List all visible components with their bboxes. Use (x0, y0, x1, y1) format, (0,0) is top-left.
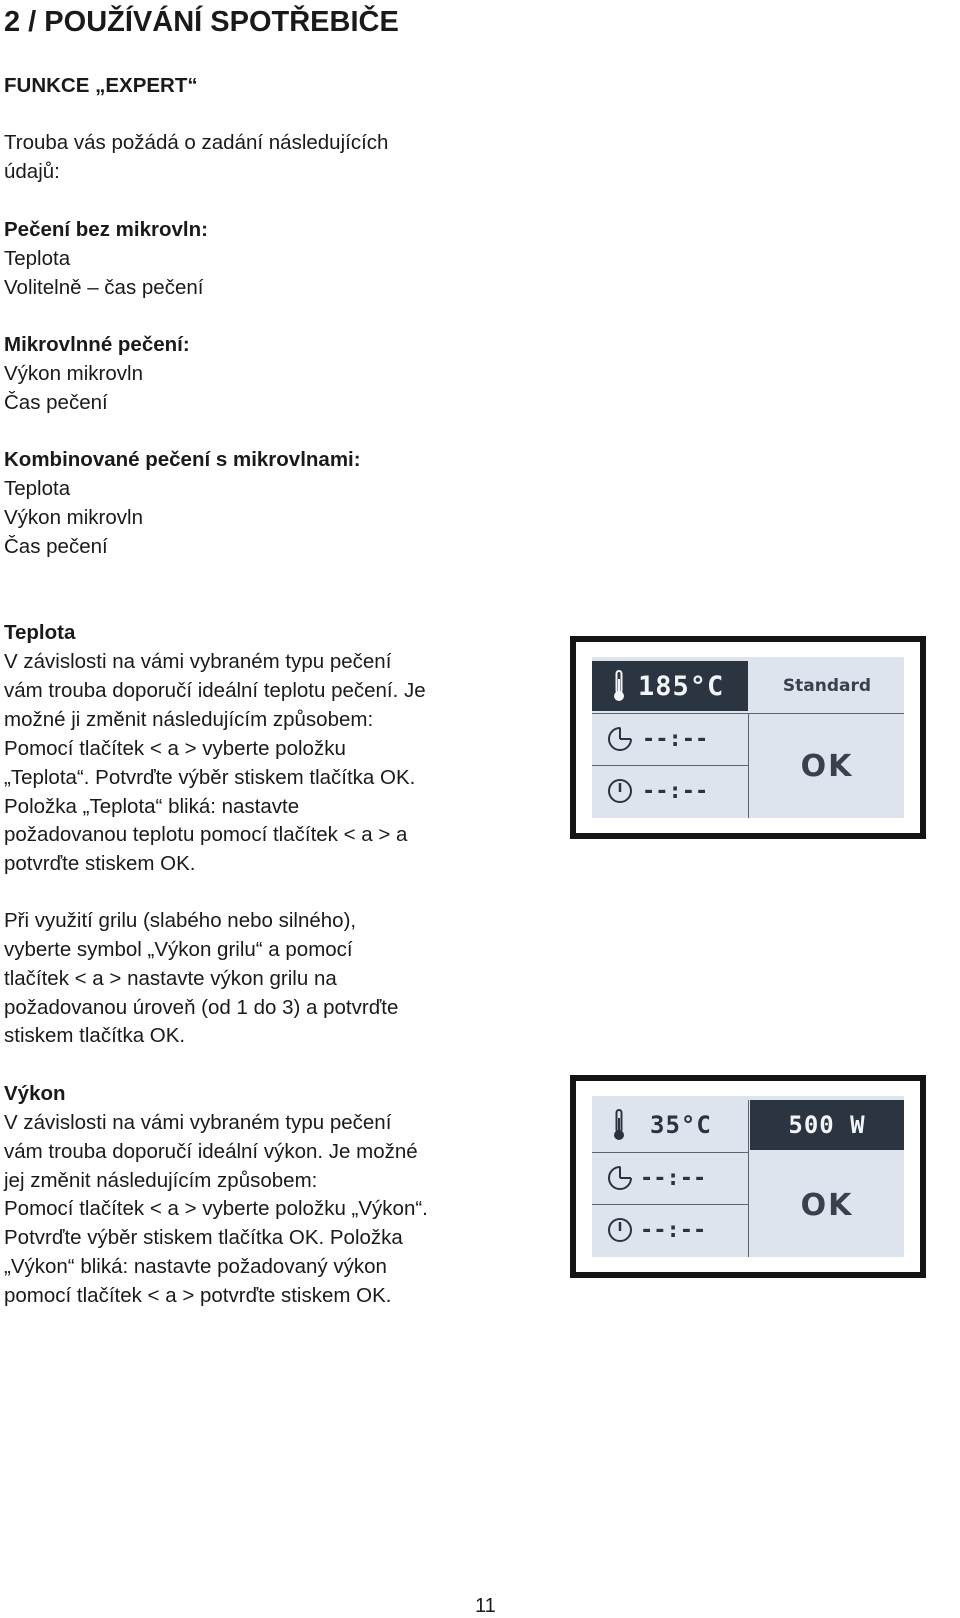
mode-cell (750, 661, 904, 711)
divider (748, 1100, 749, 1257)
clock-icon (606, 777, 634, 805)
temperature-value: 185°C (638, 670, 725, 702)
oven-display-temperature (570, 636, 926, 839)
mode-item: Volitelně – čas pečení (4, 276, 204, 299)
teplota-line: vám trouba doporučí ideální teplotu pečení. Je (4, 679, 426, 702)
ok-label: OK (800, 1187, 854, 1223)
oven-display-power (570, 1075, 926, 1278)
timer-icon (606, 725, 634, 753)
vykon-line: Potvrďte výběr stiskem tlačítka OK. Položka (4, 1226, 403, 1249)
intro-line: Trouba vás požádá o zadání následujících (4, 131, 389, 154)
thermometer-icon (612, 1108, 626, 1142)
mode-title: Mikrovlnné pečení: (4, 333, 190, 356)
divider (748, 713, 749, 818)
power-cell (750, 1100, 904, 1150)
timer-icon (606, 1164, 634, 1192)
temperature-cell (592, 1100, 748, 1150)
ok-cell (750, 714, 904, 818)
vykon-line: pomocí tlačítek < a > potvrďte stiskem OK. (4, 1284, 392, 1307)
mode-item: Teplota (4, 477, 71, 500)
mode-title: Kombinované pečení s mikrovlnami: (4, 448, 361, 471)
ok-cell (750, 1153, 904, 1257)
gril-line: vyberte symbol „Výkon grilu“ a pomocí (4, 938, 353, 961)
vykon-line: „Výkon“ bliká: nastavte požadovaný výkon (4, 1255, 387, 1278)
teplota-line: V závislosti na vámi vybraném typu pečení (4, 650, 392, 673)
teplota-line: „Teplota“. Potvrďte výběr stiskem tlačítka OK. (4, 766, 416, 789)
mode-title: Pečení bez mikrovln: (4, 218, 208, 241)
mode-item: Teplota (4, 247, 71, 270)
expert-title: FUNKCE „EXPERT“ (4, 74, 198, 97)
mode-item: Čas pečení (4, 391, 108, 414)
teplota-line: možné ji změnit následujícím způsobem: (4, 708, 374, 731)
mode-item: Výkon mikrovln (4, 362, 143, 385)
temperature-cell (592, 661, 748, 711)
intro-line: údajů: (4, 160, 60, 183)
page-heading: 2 / POUŽÍVÁNÍ SPOTŘEBIČE (4, 6, 399, 38)
time-value: --:-- (640, 1217, 707, 1243)
clock-icon (606, 1216, 634, 1244)
time-cell (592, 714, 748, 764)
power-value: 500 W (788, 1111, 866, 1139)
time-cell (592, 1153, 748, 1203)
time-value: --:-- (640, 1165, 707, 1191)
ok-label: OK (800, 748, 854, 784)
mode-item: Čas pečení (4, 535, 108, 558)
vykon-line: jej změnit následujícím způsobem: (4, 1169, 318, 1192)
section-title-vykon: Výkon (4, 1082, 66, 1105)
mode-item: Výkon mikrovln (4, 506, 143, 529)
page-number: 11 (475, 1595, 496, 1617)
temperature-value: 35°C (650, 1111, 712, 1139)
gril-line: Při využití grilu (slabého nebo silného), (4, 909, 357, 932)
gril-line: tlačítek < a > nastavte výkon grilu na (4, 967, 337, 990)
gril-line: požadovanou úroveň (od 1 do 3) a potvrďte (4, 996, 399, 1019)
section-title-teplota: Teplota (4, 621, 76, 644)
vykon-line: Pomocí tlačítek < a > vyberte položku „Výkon“. (4, 1197, 428, 1220)
lcd-screen (592, 657, 904, 818)
vykon-line: vám trouba doporučí ideální výkon. Je možné (4, 1140, 418, 1163)
time-value: --:-- (642, 778, 709, 804)
thermometer-icon (612, 669, 626, 703)
time-value: --:-- (642, 726, 709, 752)
teplota-line: potvrďte stiskem OK. (4, 852, 196, 875)
time-cell (592, 1205, 748, 1255)
mode-label: Standard (782, 676, 872, 696)
teplota-line: požadovanou teplotu pomocí tlačítek < a > a (4, 823, 408, 846)
time-cell (592, 766, 748, 816)
vykon-line: V závislosti na vámi vybraném typu pečení (4, 1111, 392, 1134)
gril-line: stiskem tlačítka OK. (4, 1024, 186, 1047)
teplota-line: Pomocí tlačítek < a > vyberte položku (4, 737, 346, 760)
lcd-screen (592, 1096, 904, 1257)
teplota-line: Položka „Teplota“ bliká: nastavte (4, 795, 300, 818)
